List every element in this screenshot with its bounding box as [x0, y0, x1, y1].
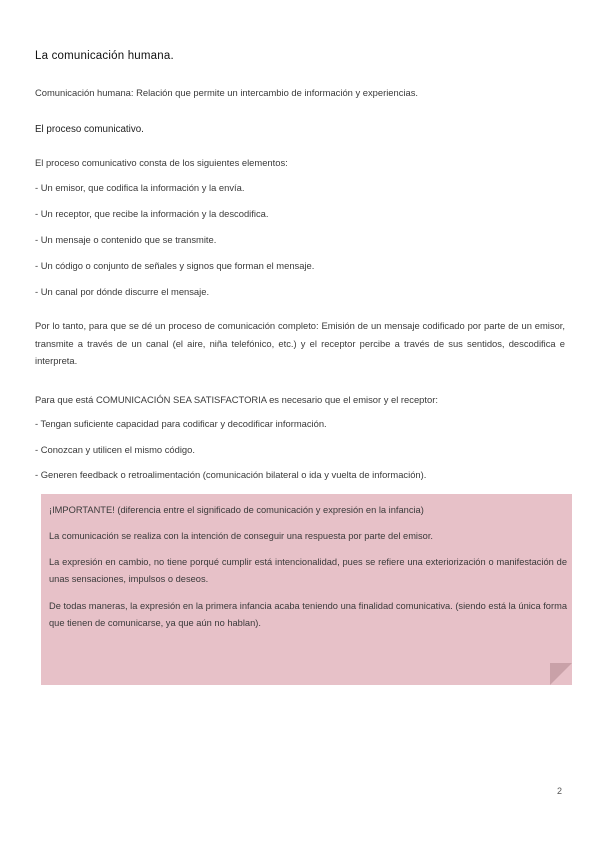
note-line: La comunicación se realiza con la intención de conseguir una respuesta por parte del emisor.: [49, 531, 433, 541]
section-subheading: El proceso comunicativo.: [35, 124, 144, 135]
important-note-box: [41, 494, 572, 685]
elements-intro: El proceso comunicativo consta de los siguientes elementos:: [35, 157, 288, 168]
list-item: - Un canal por dónde discurre el mensaje.: [35, 286, 210, 297]
note-line: De todas maneras, la expresión en la primera infancia acaba teniendo una finalidad comunicativa. (siendo está la única forma que tienen de comunicarse, ya que aún no hablan).: [49, 601, 567, 628]
list-item: - Un mensaje o contenido que se transmite.: [35, 234, 217, 245]
note-line: La expresión en cambio, no tiene porqué cumplir está intencionalidad, pues se refiere una exteriorización o manifestación de unas sensaciones, impulsos o deseos.: [49, 557, 567, 584]
conclusion-paragraph: Por lo tanto, para que se dé un proceso de comunicación completo: Emisión de un mensaje codificado por parte de un emisor, transmite a través de un canal (el aire, niña telefónico, etc.) y el receptor percibe a través de sus sentidos, descodifica e interpreta.: [35, 320, 565, 366]
page-title: La comunicación humana.: [35, 50, 174, 62]
satisfactory-intro: Para que está COMUNICACIÓN SEA SATISFACTORIA es necesario que el emisor y el receptor:: [35, 394, 438, 405]
definition-text: Comunicación humana: Relación que permite un intercambio de información y experiencias.: [35, 87, 419, 98]
list-item: - Un receptor, que recibe la información y la descodifica.: [35, 208, 269, 219]
note-heading: ¡IMPORTANTE! (diferencia entre el significado de comunicación y expresión en la infancia): [49, 505, 424, 515]
page-number: 2: [557, 786, 563, 796]
list-item: - Conozcan y utilicen el mismo código.: [35, 444, 195, 455]
list-item: - Un código o conjunto de señales y signos que forman el mensaje.: [35, 260, 315, 271]
folded-corner-icon: [550, 663, 572, 685]
list-item: - Tengan suficiente capacidad para codificar y decodificar información.: [35, 418, 327, 429]
list-item: - Generen feedback o retroalimentación (comunicación bilateral o ida y vuelta de información).: [35, 469, 427, 480]
list-item: - Un emisor, que codifica la información y la envía.: [35, 182, 245, 193]
